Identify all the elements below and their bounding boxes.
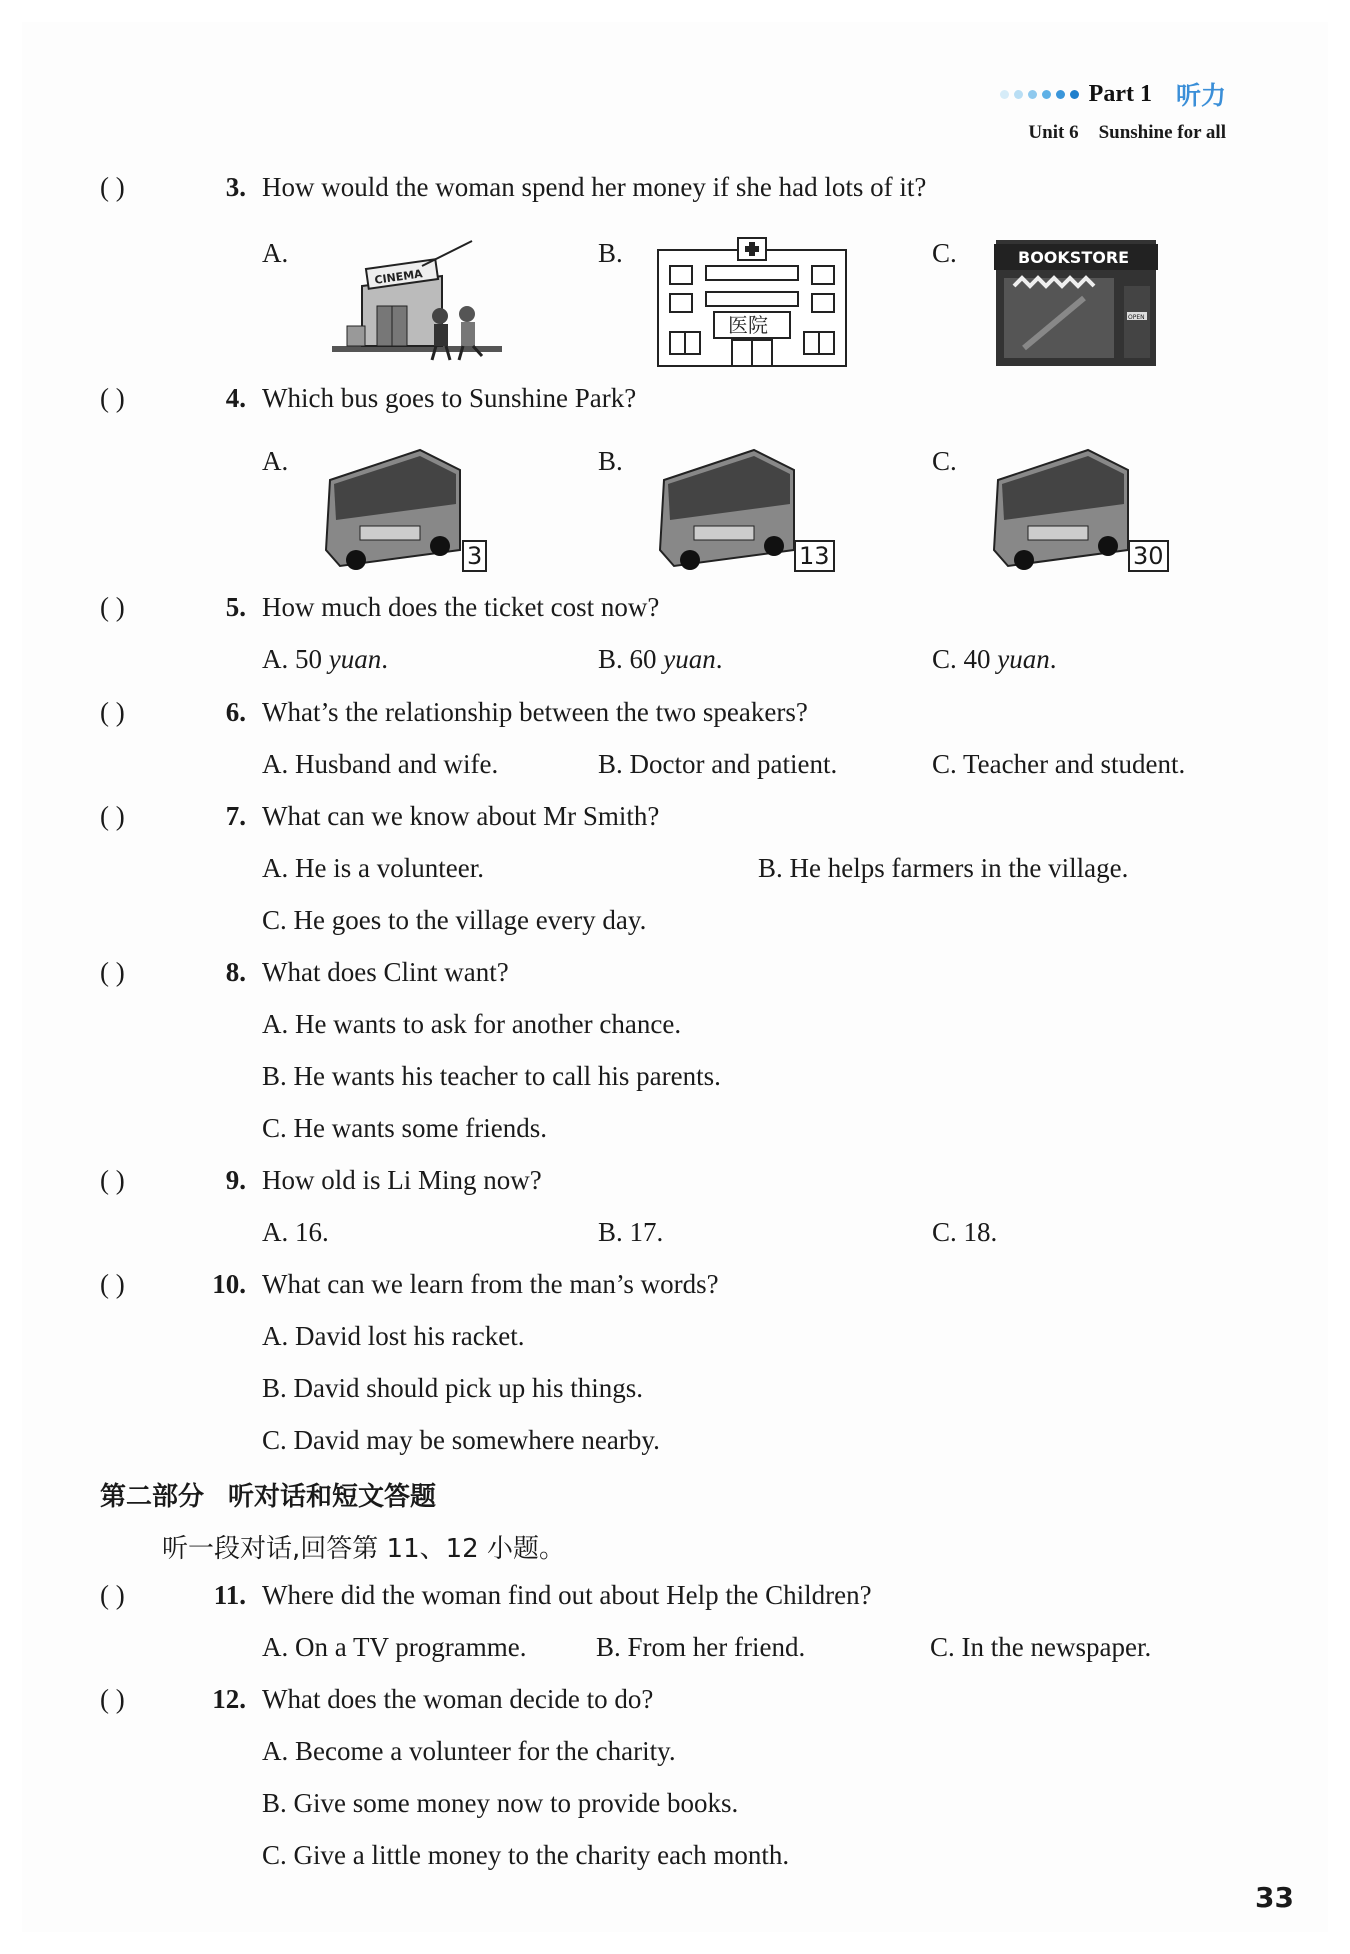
option-c-label: C.: [932, 238, 957, 268]
question-text: What can we know about Mr Smith?: [262, 801, 660, 831]
option-b[interactable]: B. From her friend.: [596, 1632, 806, 1662]
question-number: 4.: [225, 383, 246, 413]
section-label: 第二部分: [100, 1482, 205, 1512]
question-text: What does the woman decide to do?: [262, 1684, 654, 1714]
question-12: [100, 1684, 653, 1715]
answer-blank[interactable]: ( ): [100, 801, 125, 831]
question-9: [100, 1165, 542, 1196]
answer-blank[interactable]: ( ): [100, 1684, 125, 1714]
question-text: What does Clint want?: [262, 957, 509, 987]
option-c-label: C.: [932, 446, 957, 476]
question-text: Which bus goes to Sunshine Park?: [262, 383, 637, 413]
option-a-label: A.: [262, 238, 289, 268]
answer-blank[interactable]: ( ): [100, 1269, 125, 1299]
option-a[interactable]: A. He is a volunteer.: [262, 853, 484, 883]
header-unit: Unit 6: [1028, 122, 1079, 143]
question-4: [100, 383, 636, 414]
answer-blank[interactable]: ( ): [100, 1580, 125, 1610]
option-unit: yuan: [663, 644, 716, 674]
dot-1: [1000, 90, 1009, 99]
bookstore-sign: BOOKSTORE: [1018, 248, 1130, 267]
option-b[interactable]: B. He helps farmers in the village.: [758, 853, 1129, 883]
header-unit-title: Sunshine for all: [1098, 122, 1226, 143]
question-6: [100, 697, 808, 728]
option-b[interactable]: B. David should pick up his things.: [262, 1373, 644, 1403]
option-c[interactable]: [932, 644, 1057, 675]
question-number: 6.: [225, 697, 246, 727]
bookstore-picture: [994, 238, 1158, 368]
option-letter: B.: [598, 644, 623, 674]
cinema-sign: CINEMA: [373, 267, 424, 287]
bus-picture-c: [988, 440, 1138, 574]
option-a[interactable]: A. Husband and wife.: [262, 749, 499, 779]
question-3: [100, 172, 926, 203]
question-number: 9.: [225, 1165, 246, 1195]
option-b[interactable]: B. He wants his teacher to call his parents.: [262, 1061, 721, 1091]
question-number: 11.: [213, 1580, 246, 1610]
question-number: 8.: [225, 957, 246, 987]
option-b-label: B.: [598, 446, 623, 476]
answer-blank[interactable]: ( ): [100, 383, 125, 413]
page-number: 33: [1255, 1881, 1294, 1914]
option-a[interactable]: A. He wants to ask for another chance.: [262, 1009, 682, 1039]
bus-number-b: 13: [794, 540, 835, 572]
bus-number-a: 3: [462, 540, 487, 572]
question-number: 10.: [212, 1269, 246, 1299]
page-header: [1000, 76, 1226, 144]
option-end: .: [1049, 644, 1057, 674]
header-dots: [1000, 90, 1079, 99]
option-letter: C.: [932, 644, 957, 674]
option-c[interactable]: C. He wants some friends.: [262, 1113, 547, 1143]
option-c[interactable]: C. He goes to the village every day.: [262, 905, 647, 935]
answer-blank[interactable]: ( ): [100, 172, 125, 202]
option-a[interactable]: A. 16.: [262, 1217, 329, 1247]
option-a-label: A.: [262, 446, 289, 476]
question-number: 5.: [225, 592, 246, 622]
option-b[interactable]: B. Give some money now to provide books.: [262, 1788, 739, 1818]
option-c[interactable]: C. David may be somewhere nearby.: [262, 1425, 660, 1455]
bus-number-c: 30: [1128, 540, 1169, 572]
option-amount: 40: [963, 644, 991, 674]
question-number: 12.: [212, 1684, 246, 1714]
dot-6: [1070, 90, 1079, 99]
question-10: [100, 1269, 719, 1300]
answer-blank[interactable]: ( ): [100, 1165, 125, 1195]
option-end: .: [381, 644, 388, 674]
question-text: What’s the relationship between the two speakers?: [262, 697, 808, 727]
option-c[interactable]: C. Give a little money to the charity each month.: [262, 1840, 790, 1870]
bus-picture-b: [654, 440, 804, 574]
header-part: Part 1: [1088, 80, 1152, 107]
open-sign: OPEN: [1128, 314, 1145, 321]
header-part-cn: 听力: [1175, 81, 1226, 110]
bus-picture-a: [320, 440, 470, 574]
option-c[interactable]: C. In the newspaper.: [930, 1632, 1152, 1662]
option-b[interactable]: B. 17.: [598, 1217, 664, 1247]
option-a[interactable]: A. On a TV programme.: [262, 1632, 527, 1662]
option-b-label: B.: [598, 238, 623, 268]
dot-3: [1028, 90, 1037, 99]
option-letter: A.: [262, 644, 289, 674]
dot-5: [1056, 90, 1065, 99]
dot-2: [1014, 90, 1023, 99]
hospital-picture: [656, 236, 848, 368]
hospital-sign: 医院: [728, 313, 768, 337]
option-b[interactable]: [598, 644, 723, 675]
question-text: How much does the ticket cost now?: [262, 592, 660, 622]
section-2-heading: [100, 1476, 436, 1513]
option-end: .: [715, 644, 723, 674]
dot-4: [1042, 90, 1051, 99]
option-a[interactable]: A. Become a volunteer for the charity.: [262, 1736, 676, 1766]
question-8: [100, 957, 509, 988]
question-7: [100, 801, 659, 832]
option-amount: 50: [295, 644, 322, 674]
question-text: How would the woman spend her money if she had lots of it?: [262, 172, 927, 202]
question-number: 3.: [225, 172, 246, 202]
option-unit: yuan: [997, 644, 1050, 674]
answer-blank[interactable]: ( ): [100, 957, 125, 987]
section-title: 听对话和短文答题: [228, 1482, 437, 1512]
question-5: [100, 592, 659, 623]
section-instruction: 听一段对话,回答第 11、12 小题。: [162, 1534, 565, 1564]
question-11: [100, 1580, 872, 1611]
question-number: 7.: [225, 801, 246, 831]
option-c[interactable]: C. 18.: [932, 1217, 998, 1247]
option-c[interactable]: C. Teacher and student.: [932, 749, 1186, 779]
cinema-picture: [322, 236, 512, 366]
option-b[interactable]: B. Doctor and patient.: [598, 749, 838, 779]
option-a[interactable]: A. David lost his racket.: [262, 1321, 525, 1351]
option-a[interactable]: [262, 644, 388, 675]
answer-blank[interactable]: ( ): [100, 592, 125, 622]
question-text: What can we learn from the man’s words?: [262, 1269, 719, 1299]
option-unit: yuan: [328, 644, 382, 674]
question-text: Where did the woman find out about Help the Children?: [262, 1580, 872, 1610]
option-amount: 60: [629, 644, 657, 674]
question-text: How old is Li Ming now?: [262, 1165, 542, 1195]
answer-blank[interactable]: ( ): [100, 697, 125, 727]
